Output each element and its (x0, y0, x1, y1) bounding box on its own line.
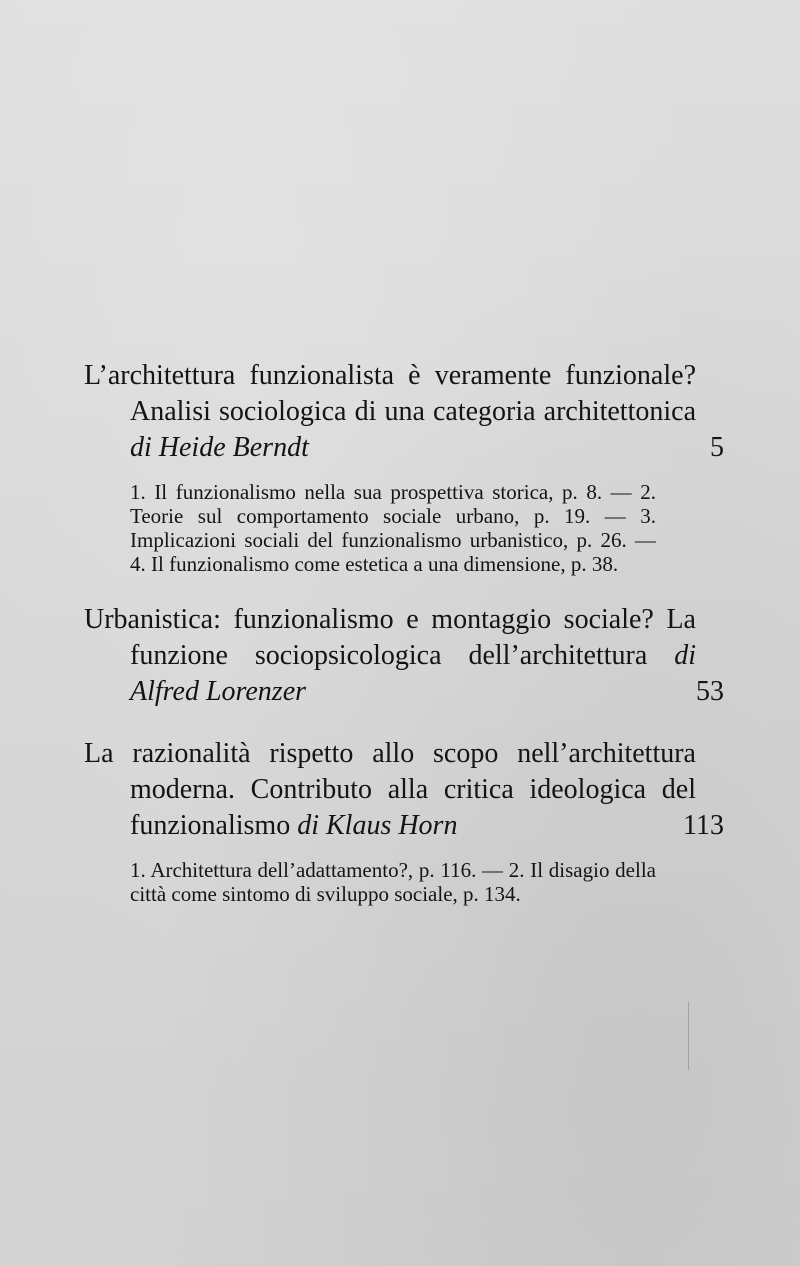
table-of-contents (84, 358, 724, 906)
entry-title-text: La razionalità rispetto allo scopo nell’architettura moderna. Contributo alla critica ideologica del funzionalismo (84, 738, 696, 841)
entry-page-number: 53 (696, 676, 724, 707)
entry-author: di Alfred Lorenzer (130, 640, 696, 707)
toc-entry (84, 602, 724, 710)
entry-author: di Klaus Horn (297, 810, 458, 841)
page-crease-mark (688, 1002, 689, 1070)
toc-entry (84, 358, 724, 576)
entry-title-text: Urbanistica: funzionalismo e montaggio sociale? La funzione sociopsicologica dell’architettura (84, 604, 696, 671)
entry-subsections: 1. Il funzionalismo nella sua prospettiva storica, p. 8. — 2. Teorie sul comportamento sociale urbano, p. 19. — 3. Implicazioni sociali del funzionalismo urbanistico, p. 26. — 4. Il funzionalismo come estetica a una dimensione, p. 38. (130, 480, 656, 576)
entry-title (84, 602, 696, 710)
entry-page-number: 5 (710, 432, 724, 463)
entry-title (84, 736, 696, 844)
entry-page-number: 113 (683, 810, 724, 841)
entry-author: di Heide Berndt (130, 432, 309, 463)
entry-title-text: L’architettura funzionalista è veramente funzionale? Analisi sociologica di una categoria architettonica (84, 360, 696, 427)
entry-title (84, 358, 696, 466)
entry-subsections: 1. Architettura dell’adattamento?, p. 116. — 2. Il disagio della città come sintomo di sviluppo sociale, p. 134. (130, 858, 656, 906)
toc-entry (84, 736, 724, 906)
